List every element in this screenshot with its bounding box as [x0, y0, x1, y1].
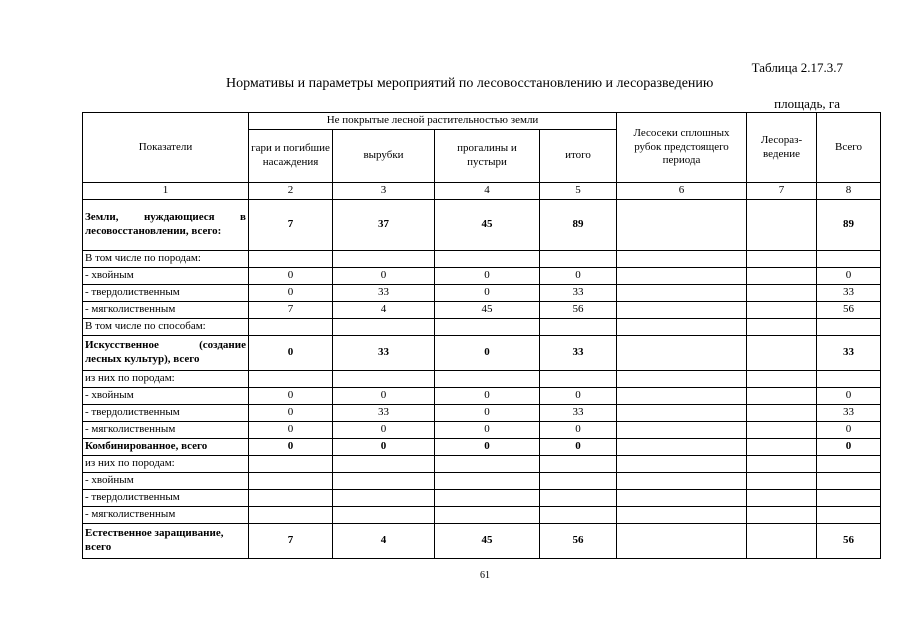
table-cell: 0: [435, 388, 540, 405]
table-cell: [747, 285, 817, 302]
table-cell: [747, 268, 817, 285]
table-cell: [333, 490, 435, 507]
table-cell: 0: [540, 388, 617, 405]
table-cell: 89: [540, 200, 617, 251]
header-indicators: Показатели: [83, 113, 249, 183]
table-row: [83, 319, 881, 336]
col-number: 7: [747, 183, 817, 200]
row-label: В том числе по породам:: [83, 251, 249, 268]
table-cell: [817, 371, 881, 388]
table-cell: [540, 490, 617, 507]
header-progaliny: прогалины и пустыри: [435, 130, 540, 183]
table-cell: 45: [435, 524, 540, 559]
table-cell: [249, 251, 333, 268]
table-cell: [540, 319, 617, 336]
table-cell: 0: [249, 405, 333, 422]
row-label: В том числе по способам:: [83, 319, 249, 336]
table-cell: [249, 473, 333, 490]
table-body: [83, 200, 881, 559]
page-number: 61: [480, 570, 490, 581]
table-cell: 0: [333, 422, 435, 439]
table-cell: 0: [249, 388, 333, 405]
table-cell: [617, 319, 747, 336]
col-number: 2: [249, 183, 333, 200]
table-cell: [435, 319, 540, 336]
table-cell: [747, 473, 817, 490]
table-row: [83, 268, 881, 285]
table-cell: [617, 473, 747, 490]
row-label: - хвойным: [83, 388, 249, 405]
table-cell: [747, 336, 817, 371]
table-cell: [747, 439, 817, 456]
header-total: Всего: [817, 113, 881, 183]
col-number: 4: [435, 183, 540, 200]
table-cell: [540, 473, 617, 490]
row-label: Комбинированное, всего: [83, 439, 249, 456]
table-cell: 33: [333, 405, 435, 422]
table-cell: 0: [249, 285, 333, 302]
table-cell: 56: [540, 302, 617, 319]
table-cell: [617, 302, 747, 319]
col-number: 8: [817, 183, 881, 200]
table-cell: [540, 507, 617, 524]
table-cell: 0: [817, 439, 881, 456]
table-cell: 0: [435, 336, 540, 371]
table-cell: [747, 302, 817, 319]
table-row: [83, 524, 881, 559]
row-label: Естественное заращивание, всего: [83, 524, 249, 559]
column-number-row: [83, 183, 881, 200]
table-cell: 0: [435, 285, 540, 302]
row-label: из них по породам:: [83, 371, 249, 388]
document-title: Нормативы и параметры мероприятий по лесовосстановлению и лесоразведению: [226, 76, 714, 91]
table-cell: 0: [540, 268, 617, 285]
table-row: [83, 336, 881, 371]
table-cell: [747, 524, 817, 559]
table-row: [83, 371, 881, 388]
table-cell: [747, 422, 817, 439]
table-cell: [540, 251, 617, 268]
table-cell: [817, 319, 881, 336]
table-cell: [617, 268, 747, 285]
table-cell: [617, 285, 747, 302]
table-cell: 33: [333, 285, 435, 302]
row-label: - хвойным: [83, 268, 249, 285]
table-cell: 56: [540, 524, 617, 559]
table-cell: [435, 473, 540, 490]
table-cell: [540, 456, 617, 473]
table-reference: Таблица 2.17.3.7: [751, 60, 843, 75]
table-cell: [333, 456, 435, 473]
table-cell: [747, 456, 817, 473]
table-row: [83, 473, 881, 490]
table-cell: [617, 405, 747, 422]
table-cell: 7: [249, 200, 333, 251]
table-row: [83, 251, 881, 268]
table-cell: [617, 507, 747, 524]
table-cell: 45: [435, 200, 540, 251]
row-label: - мягколиственным: [83, 507, 249, 524]
table-cell: 33: [333, 336, 435, 371]
table-cell: [540, 371, 617, 388]
row-label: из них по породам:: [83, 456, 249, 473]
table-cell: 0: [249, 268, 333, 285]
table-cell: 33: [540, 285, 617, 302]
table-cell: [333, 473, 435, 490]
table-row: [83, 302, 881, 319]
table-cell: 0: [249, 422, 333, 439]
table-cell: 33: [817, 336, 881, 371]
table-cell: 0: [435, 268, 540, 285]
table-cell: [747, 405, 817, 422]
table-cell: 0: [540, 439, 617, 456]
table-cell: 4: [333, 524, 435, 559]
table-cell: [617, 490, 747, 507]
table-cell: 33: [540, 336, 617, 371]
header-gari: гари и погибшие насаждения: [249, 130, 333, 183]
table-cell: 4: [333, 302, 435, 319]
table-cell: [333, 251, 435, 268]
table-cell: [249, 371, 333, 388]
row-label: - мягколиственным: [83, 302, 249, 319]
norms-table: [82, 112, 881, 559]
table-cell: 0: [249, 336, 333, 371]
table-row: [83, 200, 881, 251]
unit-label: площадь, га: [774, 96, 840, 111]
table-cell: 37: [333, 200, 435, 251]
table-row: [83, 405, 881, 422]
table-cell: [333, 319, 435, 336]
table-cell: [617, 200, 747, 251]
row-label: Искусственное (создание лесных культур), всего: [83, 336, 249, 371]
table-cell: 0: [540, 422, 617, 439]
row-label: - твердолиственным: [83, 405, 249, 422]
table-cell: [617, 251, 747, 268]
table-row: [83, 490, 881, 507]
table-cell: [617, 371, 747, 388]
header-vyrubki: вырубки: [333, 130, 435, 183]
table-cell: 0: [435, 405, 540, 422]
col-number: 5: [540, 183, 617, 200]
row-label: - твердолиственным: [83, 490, 249, 507]
table-cell: 0: [333, 268, 435, 285]
row-label: - хвойным: [83, 473, 249, 490]
header-itogo: итого: [540, 130, 617, 183]
table-cell: [747, 507, 817, 524]
table-cell: [747, 251, 817, 268]
table-cell: 56: [817, 302, 881, 319]
table-cell: 33: [540, 405, 617, 422]
table-cell: [435, 371, 540, 388]
table-row: [83, 422, 881, 439]
table-cell: [249, 319, 333, 336]
table-cell: [817, 490, 881, 507]
table-cell: [249, 490, 333, 507]
header-lesoseki: Лесосеки сплошных рубок предстоящего периода: [617, 113, 747, 183]
table-cell: [617, 336, 747, 371]
table-cell: 89: [817, 200, 881, 251]
table-cell: 0: [435, 422, 540, 439]
table-cell: 0: [817, 388, 881, 405]
table-cell: 0: [333, 388, 435, 405]
table-cell: 33: [817, 405, 881, 422]
table-cell: [817, 473, 881, 490]
table-cell: [747, 388, 817, 405]
table-cell: 33: [817, 285, 881, 302]
table-cell: [435, 456, 540, 473]
table-row: [83, 439, 881, 456]
table-cell: [617, 456, 747, 473]
table-cell: [249, 456, 333, 473]
col-number: 3: [333, 183, 435, 200]
row-label: Земли, нуждающиеся в лесовосстановлении, всего:: [83, 200, 249, 251]
table-cell: [747, 319, 817, 336]
table-cell: [817, 507, 881, 524]
header-lesorazvedenie: Лесораз- ведение: [747, 113, 817, 183]
table-row: [83, 456, 881, 473]
table-cell: [435, 507, 540, 524]
table-cell: [747, 200, 817, 251]
table-cell: [817, 251, 881, 268]
table-cell: 7: [249, 524, 333, 559]
table-row: [83, 285, 881, 302]
table-cell: [747, 371, 817, 388]
table-cell: [435, 251, 540, 268]
table-cell: [617, 422, 747, 439]
table-cell: 0: [817, 422, 881, 439]
table-cell: [435, 490, 540, 507]
row-label: - твердолиственным: [83, 285, 249, 302]
table-cell: 0: [333, 439, 435, 456]
table-cell: 7: [249, 302, 333, 319]
table-row: [83, 507, 881, 524]
table-cell: [747, 490, 817, 507]
table-cell: [617, 524, 747, 559]
table-cell: [617, 388, 747, 405]
table-cell: [817, 456, 881, 473]
header-not-covered: Не покрытые лесной растительностью земли: [249, 113, 617, 130]
table-cell: [333, 371, 435, 388]
table-cell: [249, 507, 333, 524]
col-number: 6: [617, 183, 747, 200]
table-cell: 45: [435, 302, 540, 319]
table-cell: 0: [435, 439, 540, 456]
row-label: - мягколиственным: [83, 422, 249, 439]
col-number: 1: [83, 183, 249, 200]
table-cell: 56: [817, 524, 881, 559]
table-row: [83, 388, 881, 405]
table-cell: 0: [817, 268, 881, 285]
table-cell: [617, 439, 747, 456]
table-cell: 0: [249, 439, 333, 456]
table-cell: [333, 507, 435, 524]
